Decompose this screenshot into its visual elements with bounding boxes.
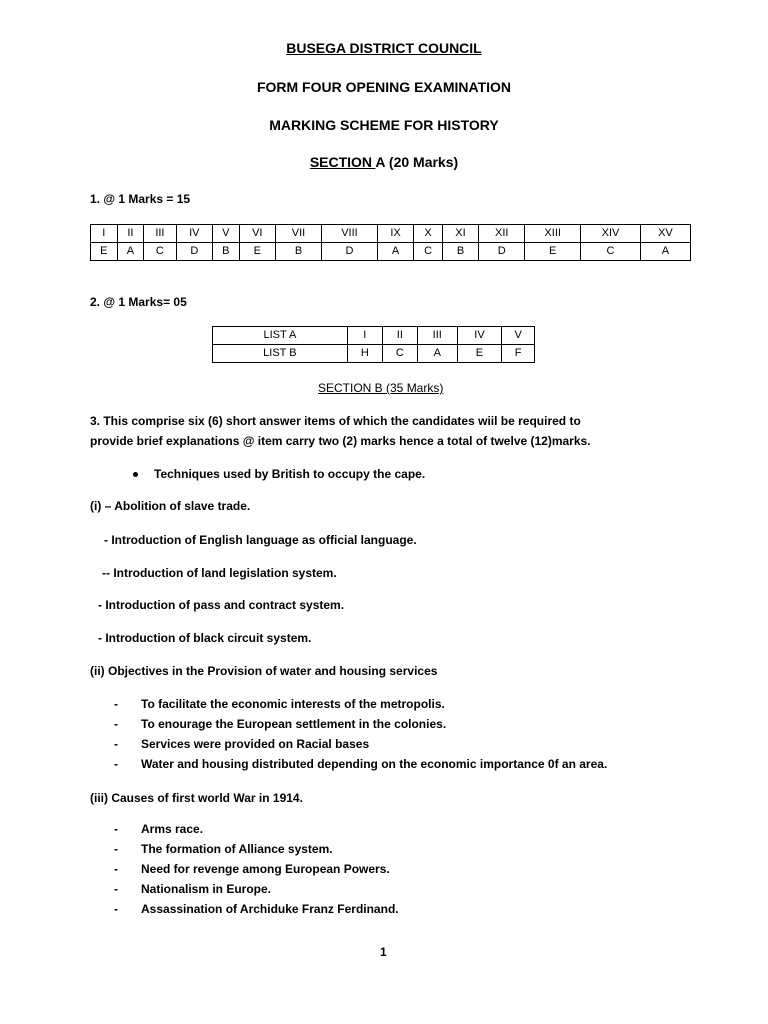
list-item-text: Services were provided on Racial bases bbox=[141, 737, 370, 751]
table-cell-numeral: IX bbox=[377, 225, 413, 243]
table-cell-answer: E bbox=[525, 243, 581, 261]
table-cell-answer: C bbox=[414, 243, 443, 261]
list-item bbox=[114, 714, 607, 734]
table-cell-answer: B bbox=[442, 243, 478, 261]
q3-iii-heading: (iii) Causes of first world War in 1914. bbox=[90, 791, 303, 805]
dash-marker: - bbox=[114, 757, 118, 771]
table-cell-list-a: LIST A bbox=[213, 327, 348, 345]
table-cell-answer: E bbox=[91, 243, 118, 261]
table-cell-list-a: I bbox=[347, 327, 382, 345]
list-item-text: To enourage the European settlement in the colonies. bbox=[141, 717, 447, 731]
table-cell-numeral: XV bbox=[640, 225, 690, 243]
q3-bullet bbox=[133, 467, 425, 481]
table-cell-list-a: III bbox=[417, 327, 457, 345]
council-title: BUSEGA DISTRICT COUNCIL bbox=[286, 40, 482, 56]
q1-answers-row bbox=[91, 243, 691, 261]
q3-i-item: - Introduction of black circuit system. bbox=[98, 631, 312, 645]
q1-label: 1. @ 1 Marks = 15 bbox=[90, 192, 191, 206]
table-cell-answer: C bbox=[581, 243, 641, 261]
q3-intro-line1: 3. This comprise six (6) short answer items of which the candidates wiil be required to bbox=[90, 414, 581, 428]
table-cell-list-a: II bbox=[382, 327, 417, 345]
table-cell-numeral: XII bbox=[479, 225, 525, 243]
table-cell-numeral: X bbox=[414, 225, 443, 243]
dash-marker: - bbox=[114, 717, 118, 731]
table-cell-list-b: E bbox=[457, 345, 502, 363]
dash-marker: - bbox=[114, 842, 118, 856]
list-item-text: The formation of Alliance system. bbox=[141, 842, 333, 856]
dash-marker: - bbox=[114, 882, 118, 896]
list-item bbox=[114, 839, 399, 859]
table-cell-numeral: XIV bbox=[581, 225, 641, 243]
section-b-heading: SECTION B (35 Marks) bbox=[318, 381, 444, 395]
page-number: 1 bbox=[380, 945, 387, 959]
section-a-marks: A (20 Marks) bbox=[375, 154, 459, 170]
scheme-title: MARKING SCHEME FOR HISTORY bbox=[269, 117, 499, 133]
q2-list-b-row bbox=[213, 345, 535, 363]
table-cell-answer: A bbox=[377, 243, 413, 261]
table-cell-list-b: LIST B bbox=[213, 345, 348, 363]
table-cell-numeral: XIII bbox=[525, 225, 581, 243]
q3-bullet-text: Techniques used by British to occupy the cape. bbox=[154, 467, 426, 481]
dash-marker: - bbox=[114, 822, 118, 836]
q3-i-item: - Introduction of pass and contract system. bbox=[98, 598, 345, 612]
table-cell-numeral: VII bbox=[275, 225, 321, 243]
q2-label: 2. @ 1 Marks= 05 bbox=[90, 295, 187, 309]
list-item bbox=[114, 819, 399, 839]
exam-title: FORM FOUR OPENING EXAMINATION bbox=[256, 79, 512, 95]
table-cell-answer: D bbox=[322, 243, 378, 261]
table-cell-list-a: V bbox=[502, 327, 535, 345]
list-item bbox=[114, 694, 607, 714]
dash-marker: - bbox=[114, 697, 118, 711]
list-item bbox=[114, 754, 607, 774]
table-cell-numeral: III bbox=[144, 225, 176, 243]
q3-ii-heading: (ii) Objectives in the Provision of water and housing services bbox=[90, 664, 438, 678]
list-item-text: Need for revenge among European Powers. bbox=[141, 862, 390, 876]
table-cell-list-b: H bbox=[347, 345, 382, 363]
q2-matching-table bbox=[212, 326, 535, 363]
dash-marker: - bbox=[114, 862, 118, 876]
section-a-heading bbox=[0, 154, 768, 170]
section-a-label: SECTION bbox=[309, 154, 376, 170]
table-cell-numeral: I bbox=[91, 225, 118, 243]
table-cell-numeral: VIII bbox=[322, 225, 378, 243]
table-cell-answer: B bbox=[275, 243, 321, 261]
list-item bbox=[114, 734, 607, 754]
list-item-text: Water and housing distributed depending on the economic importance 0f an area. bbox=[141, 757, 608, 771]
table-cell-list-b: A bbox=[417, 345, 457, 363]
table-cell-answer: A bbox=[117, 243, 144, 261]
table-cell-answer: B bbox=[213, 243, 240, 261]
list-item bbox=[114, 899, 399, 919]
q3-i-item: -- Introduction of land legislation system. bbox=[102, 566, 337, 580]
q1-answer-table bbox=[90, 224, 691, 261]
table-cell-numeral: V bbox=[213, 225, 240, 243]
table-cell-numeral: VI bbox=[239, 225, 275, 243]
list-item-text: Arms race. bbox=[141, 822, 204, 836]
list-item-text: Assassination of Archiduke Franz Ferdinand. bbox=[141, 902, 399, 916]
dash-marker: - bbox=[114, 737, 118, 751]
q3-intro-line2: provide brief explanations @ item carry two (2) marks hence a total of twelve (12)marks. bbox=[90, 434, 591, 448]
q3-i-item: - Introduction of English language as official language. bbox=[104, 533, 417, 547]
table-cell-answer: A bbox=[640, 243, 690, 261]
table-cell-list-b: C bbox=[382, 345, 417, 363]
table-cell-list-b: F bbox=[502, 345, 535, 363]
table-cell-answer: D bbox=[479, 243, 525, 261]
table-cell-numeral: II bbox=[117, 225, 144, 243]
q3-iii-list bbox=[114, 819, 399, 919]
list-item-text: Nationalism in Europe. bbox=[141, 882, 272, 896]
q3-ii-list bbox=[114, 694, 607, 774]
q2-list-a-row bbox=[213, 327, 535, 345]
list-item-text: To facilitate the economic interests of the metropolis. bbox=[141, 697, 445, 711]
table-cell-numeral: XI bbox=[442, 225, 478, 243]
q1-numerals-row bbox=[91, 225, 691, 243]
list-item bbox=[114, 859, 399, 879]
table-cell-answer: D bbox=[176, 243, 212, 261]
q3-i-heading: (i) – Abolition of slave trade. bbox=[90, 499, 251, 513]
list-item bbox=[114, 879, 399, 899]
dash-marker: - bbox=[114, 902, 118, 916]
table-cell-numeral: IV bbox=[176, 225, 212, 243]
table-cell-answer: E bbox=[239, 243, 275, 261]
bullet-dot-icon bbox=[133, 472, 138, 477]
table-cell-list-a: IV bbox=[457, 327, 502, 345]
table-cell-answer: C bbox=[144, 243, 176, 261]
